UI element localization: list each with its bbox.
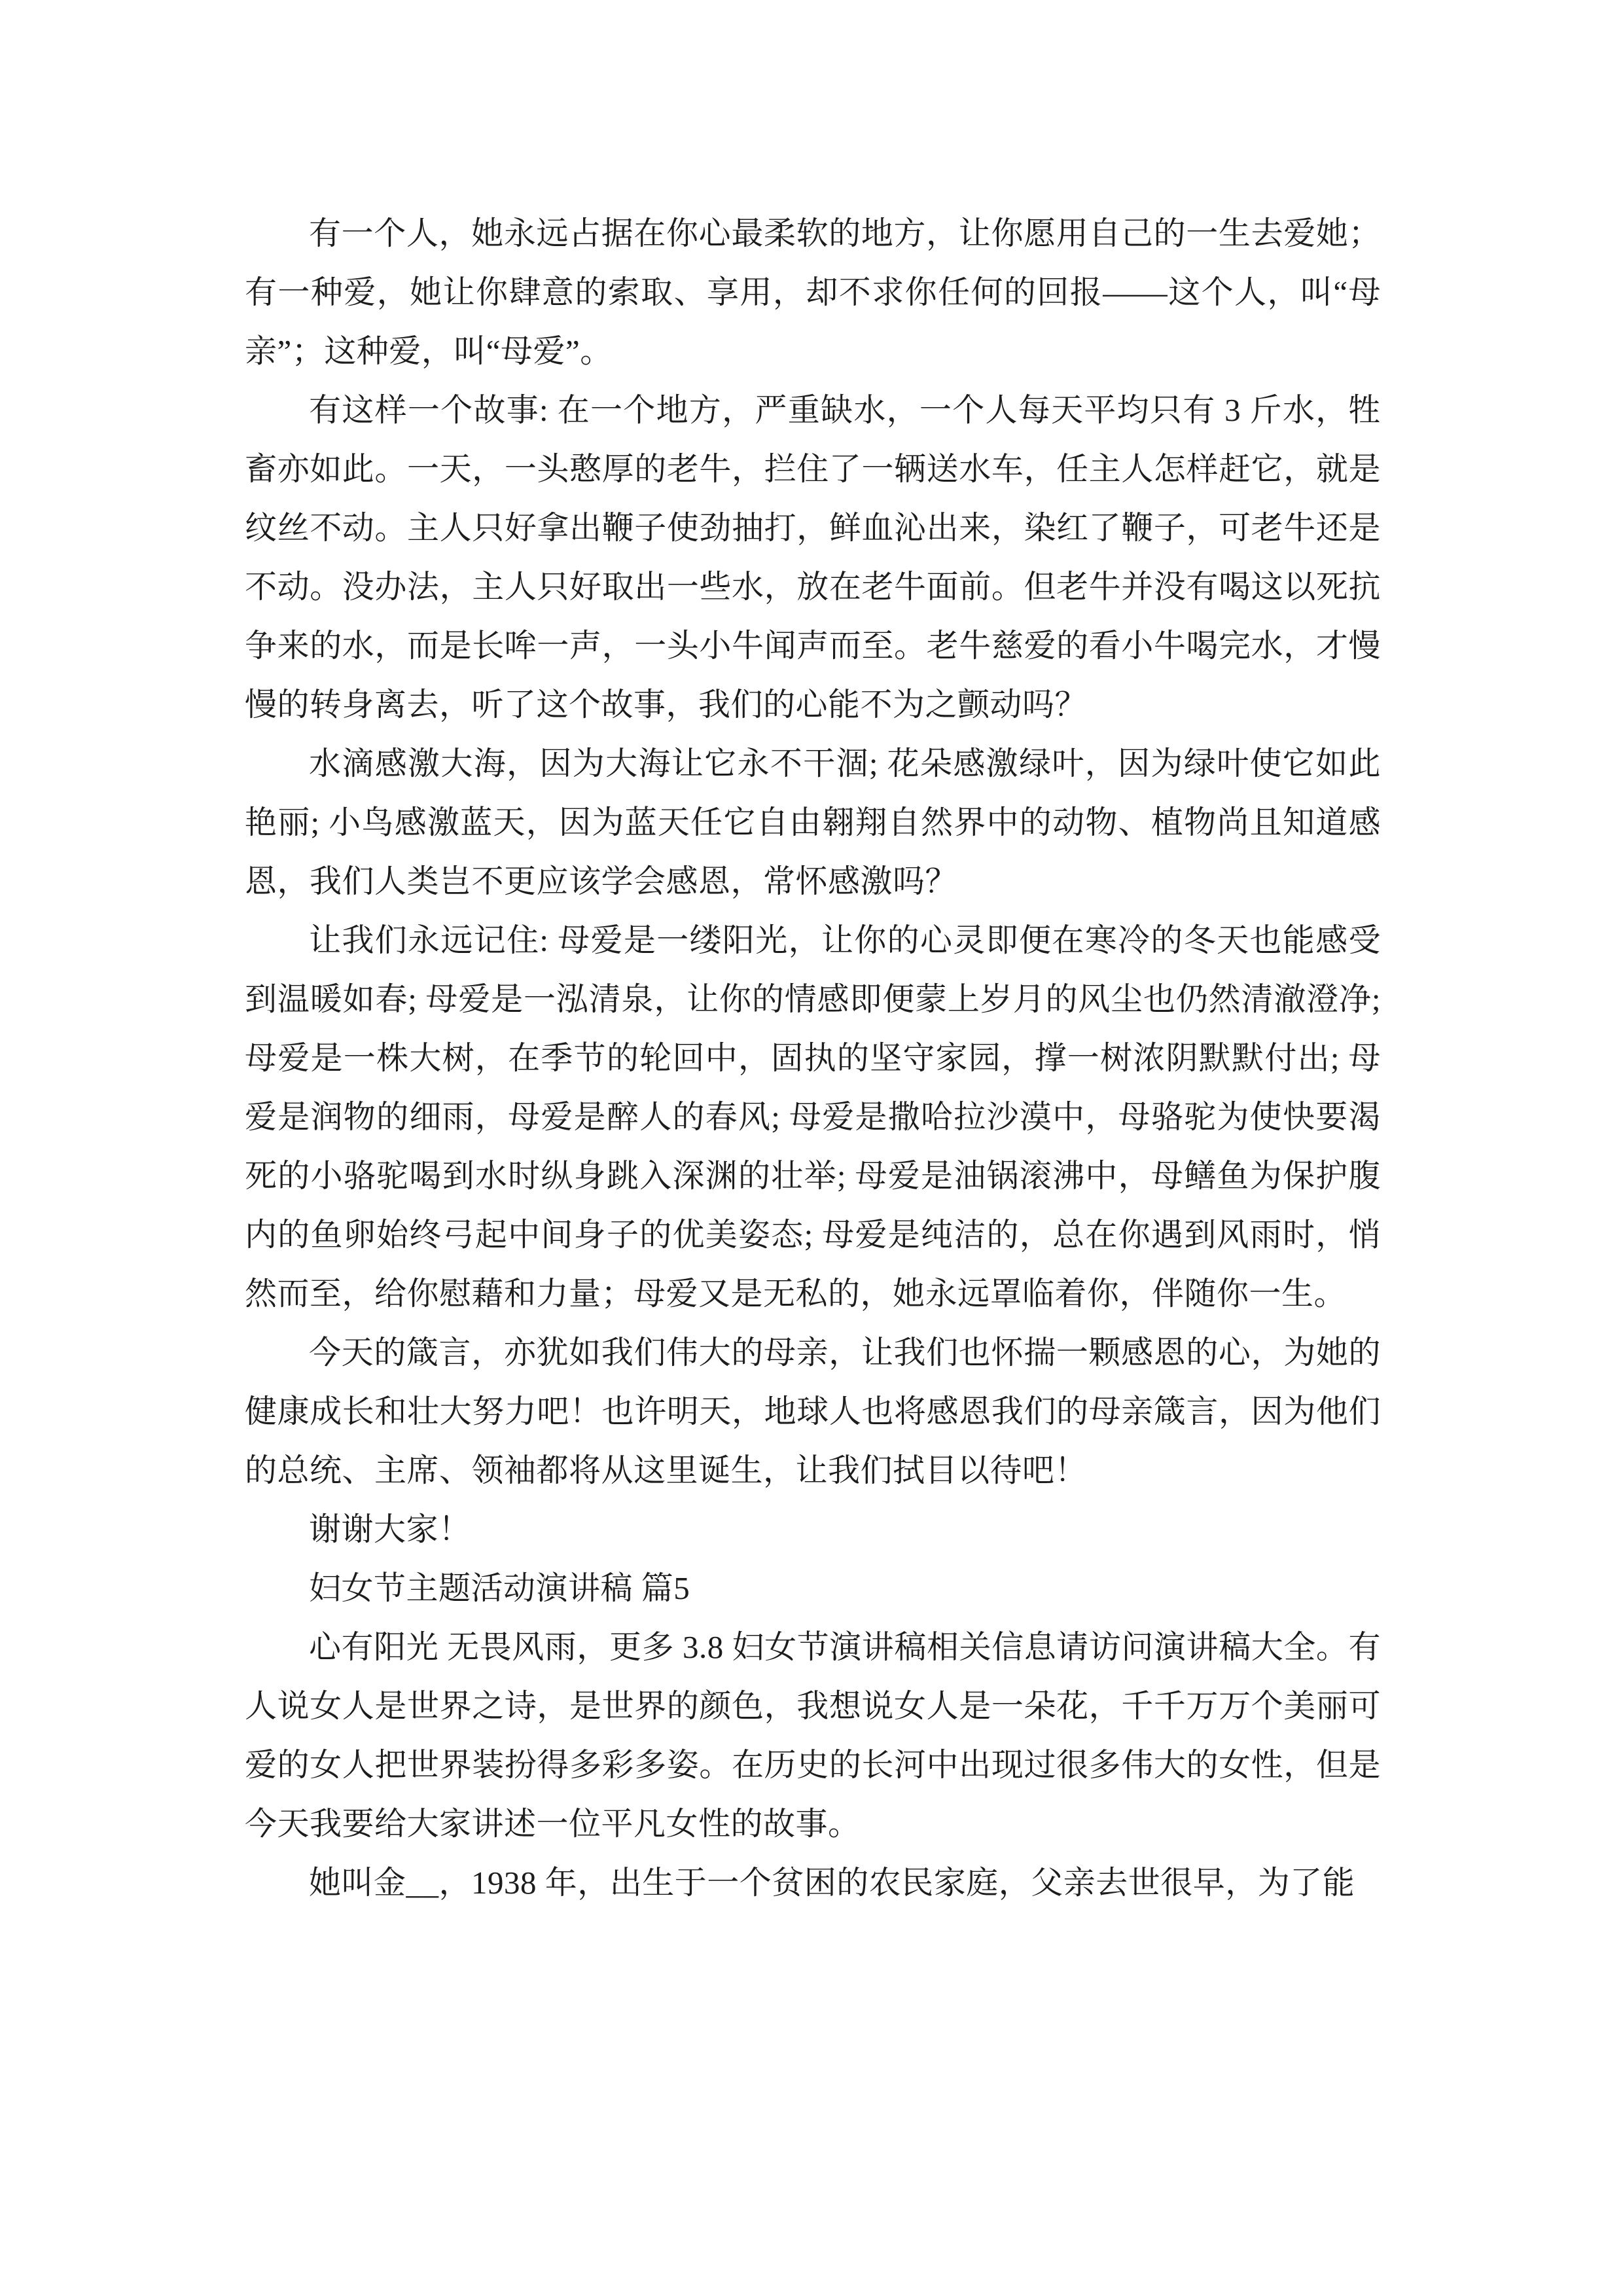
paragraph-womens-day-intro: 心有阳光 无畏风雨，更多 3.8 妇女节演讲稿相关信息请访问演讲稿大全。有人说女人是世界之诗，是世界的颜色，我想说女人是一朵花，千千万万个美丽可爱的女人把世界装扮得多彩多姿。在历史的长河中出现过很多伟大的女性，但是今天我要给大家讲述一位平凡女性的故事。: [245, 1629, 1381, 1842]
paragraph-mother-love-metaphors: 让我们永远记住: 母爱是一缕阳光，让你的心灵即便在寒冷的冬天也能感受到温暖如春; 母爱是一泓清泉，让你的情感即便蒙上岁月的风尘也仍然清澈澄净; 母爱是一株大树，在季节的轮回中，固执的坚守家园，撑一树浓阴默默付出; 母爱是润物的细雨，母爱是醉人的春风; 母爱是撒哈拉沙漠中，母骆驼为使快要渴死的小骆驼喝到水时纵身跳入深渊的壮举; 母爱是油锅滚沸中，母鳝鱼为保护腹内的鱼卵始终弓起中间身子的优美姿态; 母爱是纯洁的，总在你遇到风雨时，悄然而至，给你慰藉和力量；母爱又是无私的，她永远罩临着你，伴随你一生。: [245, 922, 1381, 1312]
paragraph-gratitude: 水滴感激大海，因为大海让它永不干涸; 花朵感激绿叶，因为绿叶使它如此艳丽; 小鸟感激蓝天，因为蓝天任它自由翱翔自然界中的动物、植物尚且知道感恩，我们人类岂不更应该学会感恩，常怀感激吗？: [245, 745, 1381, 899]
paragraph-mother-love-intro: 有一个人，她永远占据在你心最柔软的地方，让你愿用自己的一生去爱她；有一种爱，她让你肆意的索取、享用，却不求你任何的回报——这个人，叫“母亲”；这种爱，叫“母爱”。: [245, 215, 1381, 369]
paragraph-thanks: 谢谢大家！: [309, 1511, 471, 1547]
paragraph-motto: 今天的箴言，亦犹如我们伟大的母亲，让我们也怀揣一颗感恩的心，为她的健康成长和壮大努力吧！也许明天，地球人也将感恩我们的母亲箴言，因为他们的总统、主席、领袖都将从这里诞生，让我们拭目以待吧！: [245, 1335, 1381, 1488]
document-content: [245, 204, 1381, 1912]
section-heading-speech-5: 妇女节主题活动演讲稿 篇5: [309, 1570, 690, 1606]
paragraph-jin-story: 她叫金__，1938 年，出生于一个贫困的农民家庭，父亲去世很早，为了能: [309, 1865, 1355, 1901]
paragraph-ox-story: 有这样一个故事: 在一个地方，严重缺水，一个人每天平均只有 3 斤水，牲畜亦如此。一天，一头憨厚的老牛，拦住了一辆送水车，任主人怎样赶它，就是纹丝不动。主人只好拿出鞭子使劲抽打，鲜血沁出来，染红了鞭子，可老牛还是不动。没办法，主人只好取出一些水，放在老牛面前。但老牛并没有喝这以死抗争来的水，而是长哞一声，一头小牛闻声而至。老牛慈爱的看小牛喝完水，才慢慢的转身离去，听了这个故事，我们的心能不为之颤动吗？: [245, 392, 1381, 723]
